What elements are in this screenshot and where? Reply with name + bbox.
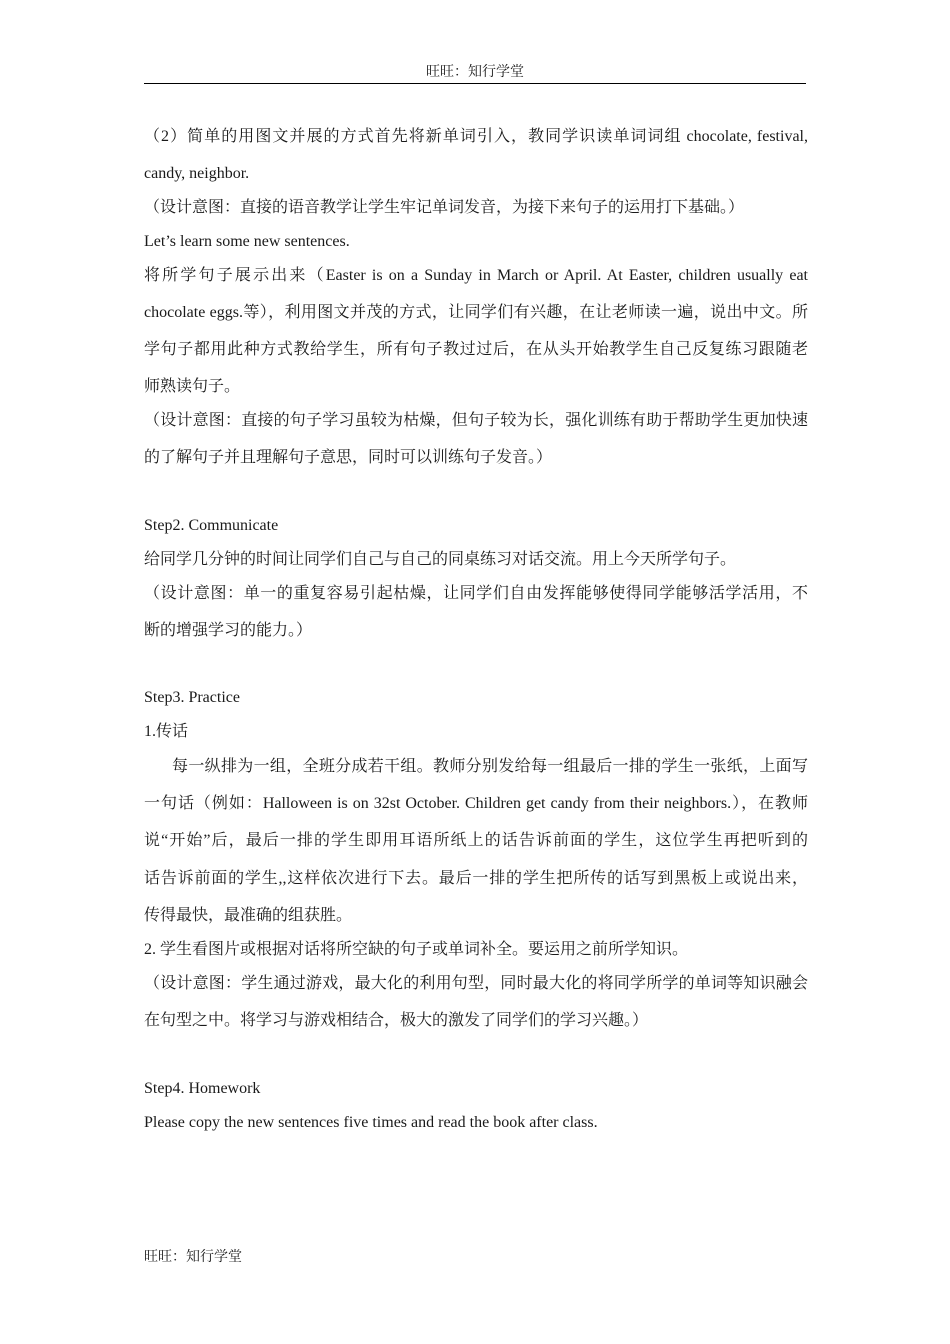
page-header: 旺旺：知行学堂: [144, 64, 806, 84]
text-line: 每一纵排为一组，全班分成若干组。教师分别发给每一组最后一排的学生一张纸，上面写: [172, 758, 808, 775]
text-line: （设计意图：直接的语音教学让学生牢记单词发音，为接下来句子的运用打下基础。）: [144, 199, 745, 216]
text-line: 在句型之中。将学习与游戏相结合，极大的激发了同学们的学习兴趣。）: [144, 1012, 649, 1029]
text-line: 1.传话: [144, 723, 189, 740]
section-heading: Step4. Homework: [144, 1080, 261, 1097]
text-line: candy, neighbor.: [144, 165, 250, 182]
text-line: 传得最快，最准确的组获胜。: [144, 907, 353, 924]
text-line: 师熟读句子。: [144, 378, 241, 395]
text-line: 2. 学生看图片或根据对话将所空缺的句子或单词补全。要运用之前所学知识。: [144, 941, 689, 958]
text-line: （设计意图：直接的句子学习虽较为枯燥，但句子较为长，强化训练有助于帮助学生更加快速: [144, 412, 808, 429]
section-heading: Step2. Communicate: [144, 517, 279, 534]
text-line: 学句子都用此种方式教给学生，所有句子教过过后，在从头开始教学生自己反复练习跟随老: [144, 341, 808, 358]
text-line: （设计意图：单一的重复容易引起枯燥，让同学们自由发挥能够使得同学能够活学活用，不: [144, 585, 808, 602]
text-line: 的了解句子并且理解句子意思，同时可以训练句子发音。）: [144, 449, 553, 466]
text-line: （设计意图：学生通过游戏，最大化的利用句型，同时最大化的将同学所学的单词等知识融会: [144, 975, 808, 992]
section-heading: Step3. Practice: [144, 689, 240, 706]
text-line: Please copy the new sentences five times and read the book after class.: [144, 1114, 598, 1131]
text-line: chocolate eggs.等），利用图文并茂的方式，让同学们有兴趣，在让老师读一遍，说出中文。所: [144, 304, 808, 321]
text-line: 断的增强学习的能力。）: [144, 622, 313, 639]
page-footer: 旺旺：知行学堂: [144, 1250, 242, 1265]
text-line: 将所学句子展示出来（Easter is on a Sunday in March or April. At Easter, children usually eat: [144, 267, 808, 284]
text-line: Let’s learn some new sentences.: [144, 233, 350, 250]
text-line: （2）简单的用图文并展的方式首先将新单词引入，教同学识读单词词组 chocolate, festival,: [144, 128, 808, 145]
text-line: 一句话（例如：Halloween is on 32st October. Children get candy from their neighbors.），在教师: [144, 795, 808, 812]
text-line: 给同学几分钟的时间让同学们自己与自己的同桌练习对话交流。用上今天所学句子。: [144, 551, 737, 568]
text-line: 话告诉前面的学生,,这样依次进行下去。最后一排的学生把所传的话写到黑板上或说出来，: [144, 870, 808, 887]
text-line: 说“开始”后，最后一排的学生即用耳语所纸上的话告诉前面的学生，这位学生再把听到的: [144, 832, 808, 849]
